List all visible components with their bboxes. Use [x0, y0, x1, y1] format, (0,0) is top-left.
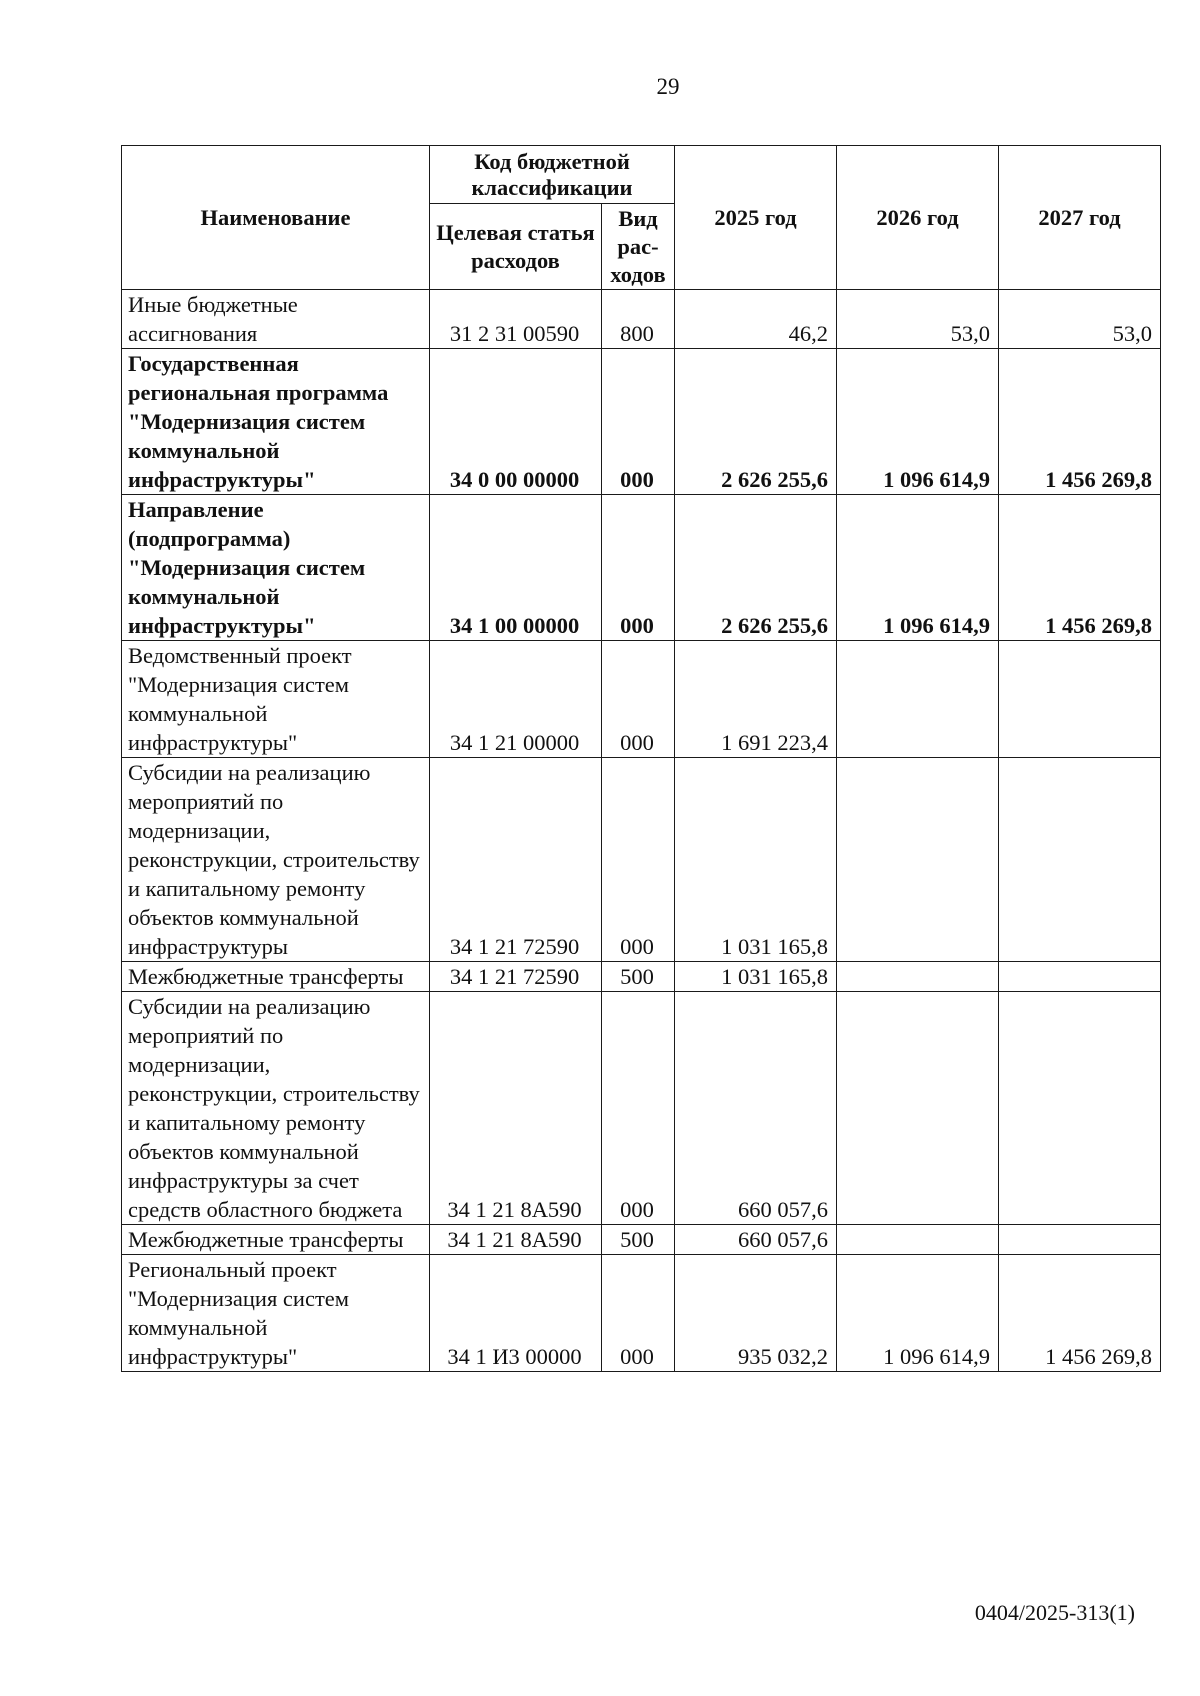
row-2026 [837, 992, 999, 1225]
header-expense-kind: Вид рас-ходов [602, 204, 675, 290]
header-target-article: Целевая статья расходов [430, 204, 602, 290]
header-year-2025: 2025 год [675, 146, 837, 290]
row-name: Направление (подпрограмма) "Модернизация систем коммунальной инфраструктуры" [122, 495, 430, 641]
row-2027 [999, 1225, 1161, 1255]
row-name: Субсидии на реализацию мероприятий по модернизации, реконструкции, строительству и капитальному ремонту объектов коммунальной инфраструктуры [122, 758, 430, 962]
row-kind: 000 [602, 1255, 675, 1372]
row-name: Субсидии на реализацию мероприятий по модернизации, реконструкции, строительству и капитальному ремонту объектов коммунальной инфраструктуры за счет средств областного бюджета [122, 992, 430, 1225]
row-kind: 000 [602, 349, 675, 495]
row-code: 34 1 21 72590 [430, 962, 602, 992]
row-kind: 000 [602, 641, 675, 758]
row-2027 [999, 962, 1161, 992]
table-row [122, 758, 1161, 962]
row-kind: 000 [602, 495, 675, 641]
row-name: Иные бюджетные ассигнования [122, 290, 430, 349]
page-number: 29 [656, 74, 680, 99]
row-2025: 935 032,2 [675, 1255, 837, 1372]
row-code: 34 1 И3 00000 [430, 1255, 602, 1372]
row-name: Межбюджетные трансферты [122, 1225, 430, 1255]
table-row [122, 992, 1161, 1225]
row-name: Ведомственный проект "Модернизация систем коммунальной инфраструктуры" [122, 641, 430, 758]
row-2027: 1 456 269,8 [999, 349, 1161, 495]
row-kind: 800 [602, 290, 675, 349]
row-kind: 000 [602, 992, 675, 1225]
header-name: Наименование [122, 146, 430, 290]
row-code: 31 2 31 00590 [430, 290, 602, 349]
row-2025: 660 057,6 [675, 992, 837, 1225]
document-code: 0404/2025-313(1) [974, 1600, 1135, 1625]
row-2025: 2 626 255,6 [675, 349, 837, 495]
row-2025: 2 626 255,6 [675, 495, 837, 641]
row-2025: 1 691 223,4 [675, 641, 837, 758]
row-code: 34 1 21 8А590 [430, 1225, 602, 1255]
table-row [122, 641, 1161, 758]
row-kind: 000 [602, 758, 675, 962]
row-2026: 1 096 614,9 [837, 495, 999, 641]
row-2027 [999, 641, 1161, 758]
table-row [122, 495, 1161, 641]
row-2026 [837, 1225, 999, 1255]
row-code: 34 1 21 8А590 [430, 992, 602, 1225]
row-2025: 1 031 165,8 [675, 758, 837, 962]
header-year-2027: 2027 год [999, 146, 1161, 290]
row-2026 [837, 641, 999, 758]
row-2025: 660 057,6 [675, 1225, 837, 1255]
table-row [122, 1225, 1161, 1255]
row-code: 34 0 00 00000 [430, 349, 602, 495]
row-2026: 53,0 [837, 290, 999, 349]
row-2027: 1 456 269,8 [999, 1255, 1161, 1372]
row-code: 34 1 21 00000 [430, 641, 602, 758]
row-code: 34 1 21 72590 [430, 758, 602, 962]
table-row [122, 1255, 1161, 1372]
table-row [122, 349, 1161, 495]
table-row [122, 290, 1161, 349]
row-2025: 46,2 [675, 290, 837, 349]
row-name: Государственная региональная программа "Модернизация систем коммунальной инфраструктуры" [122, 349, 430, 495]
row-2027: 53,0 [999, 290, 1161, 349]
budget-table [121, 145, 1161, 1372]
row-2026: 1 096 614,9 [837, 1255, 999, 1372]
row-name: Региональный проект "Модернизация систем коммунальной инфраструктуры" [122, 1255, 430, 1372]
row-2027 [999, 992, 1161, 1225]
header-year-2026: 2026 год [837, 146, 999, 290]
row-kind: 500 [602, 1225, 675, 1255]
table-row [122, 962, 1161, 992]
row-2027: 1 456 269,8 [999, 495, 1161, 641]
row-kind: 500 [602, 962, 675, 992]
row-2027 [999, 758, 1161, 962]
row-2025: 1 031 165,8 [675, 962, 837, 992]
row-2026 [837, 758, 999, 962]
row-2026: 1 096 614,9 [837, 349, 999, 495]
row-code: 34 1 00 00000 [430, 495, 602, 641]
header-code-group: Код бюджетной классификации [430, 146, 675, 204]
row-2026 [837, 962, 999, 992]
row-name: Межбюджетные трансферты [122, 962, 430, 992]
